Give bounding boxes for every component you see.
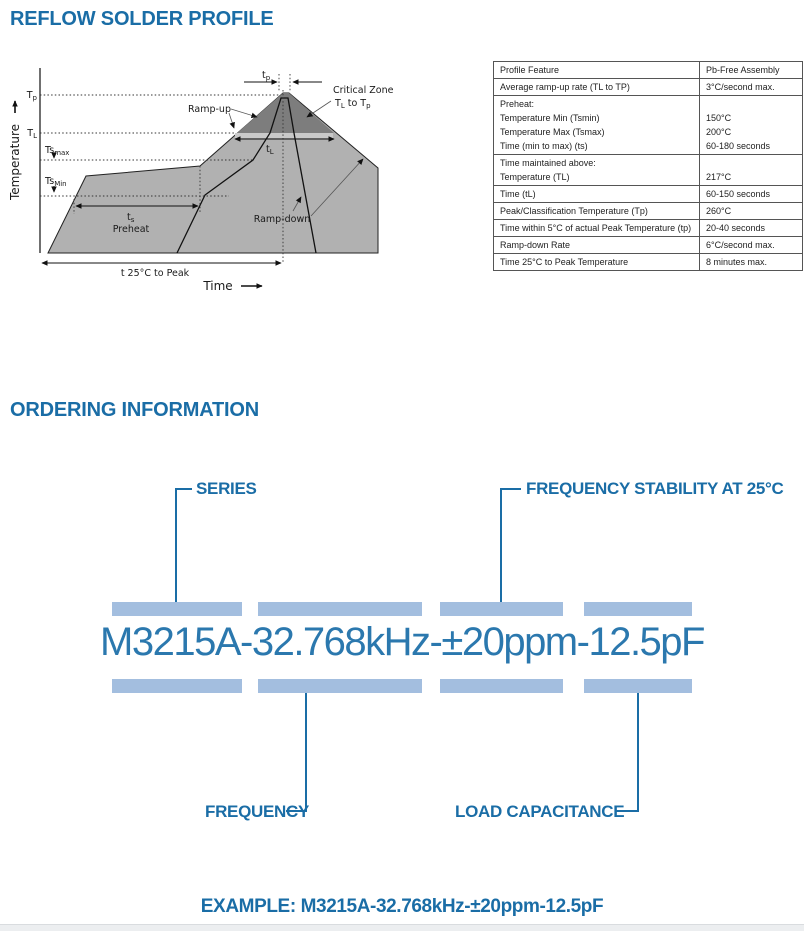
table-row: Time (tL) 60-150 seconds <box>494 186 803 203</box>
stability-bar-top <box>440 602 563 616</box>
temperature-axis-label: Temperature <box>8 123 22 201</box>
tp-axis-label: $T_p$ <box>26 90 37 102</box>
preheat-label: Preheat <box>112 224 150 235</box>
t25-label: t 25°C to Peak <box>120 268 190 279</box>
ordering-section-title: ORDERING INFORMATION <box>10 399 259 421</box>
critical-zone-area <box>237 93 334 133</box>
frequency-label: FREQUENCY <box>205 802 310 821</box>
reflow-spec-table <box>493 61 803 271</box>
load-capacitance-connector <box>617 687 638 811</box>
table-header-feature: Profile Feature <box>494 62 700 79</box>
table-row: Average ramp-up rate (TL to TP) 3°C/second max. <box>494 79 803 96</box>
reflow-section-title: REFLOW SOLDER PROFILE <box>10 8 274 30</box>
critical-zone-label-line2: $T_L$ to $T_p$ <box>335 98 371 110</box>
ts-time-label: $t_s$ <box>127 212 135 224</box>
load-capacitance-bar-bottom <box>584 679 692 693</box>
stability-bar-bottom <box>440 679 563 693</box>
table-row: Peak/Classification Temperature (Tp) 260°C <box>494 203 803 220</box>
frequency-stability-connector <box>501 489 521 609</box>
ramp-up-leader-1 <box>231 109 257 117</box>
series-connector <box>176 489 192 609</box>
frequency-stability-label: FREQUENCY STABILITY AT 25°C <box>526 479 784 498</box>
reflow-profile-diagram <box>0 60 420 310</box>
load-capacitance-label: LOAD CAPACITANCE <box>455 802 625 821</box>
frequency-bar-bottom <box>258 679 422 693</box>
table-row: Ramp-down Rate 6°C/second max. <box>494 237 803 254</box>
series-label: SERIES <box>196 479 257 498</box>
table-row-group: Preheat: Temperature Min (Tsmin) Temperature Max (Tsmax) Time (min to max) (ts) 150°C 200°C 60-180 seconds <box>494 96 803 155</box>
example-part-number: EXAMPLE: M3215A-32.768kHz-±20ppm-12.5pF <box>200 896 604 917</box>
series-bar-top <box>112 602 242 616</box>
table-row-group: Time maintained above: Temperature (TL) 217°C <box>494 155 803 186</box>
profile-area <box>48 93 378 253</box>
frequency-connector <box>286 687 306 811</box>
tsmin-axis-label: $Ts_{Min}$ <box>45 176 67 188</box>
critical-zone-leader <box>307 101 331 117</box>
tl-axis-label: $T_L$ <box>27 128 37 140</box>
page-footer-strip <box>0 924 804 931</box>
time-axis-label: Time <box>203 279 233 293</box>
table-row: Time within 5°C of actual Peak Temperature (tp) 20-40 seconds <box>494 220 803 237</box>
tsmax-axis-label: $Ts_{max}$ <box>45 145 70 157</box>
table-row: Time 25°C to Peak Temperature 8 minutes max. <box>494 254 803 271</box>
critical-zone-label-line1: Critical Zone <box>333 85 394 96</box>
table-header-value: Pb-Free Assembly <box>700 62 803 79</box>
tp-time-label: $t_p$ <box>262 70 271 82</box>
series-bar-bottom <box>112 679 242 693</box>
table-header-row <box>494 62 803 79</box>
load-capacitance-bar-top <box>584 602 692 616</box>
tl-time-label: $t_L$ <box>266 144 274 156</box>
ramp-up-leader-2 <box>229 113 234 128</box>
ramp-down-label: Ramp-down <box>253 214 311 225</box>
frequency-bar-top <box>258 602 422 616</box>
part-number: M3215A-32.768kHz-±20ppm-12.5pF <box>100 620 704 664</box>
ramp-up-label: Ramp-up <box>188 104 231 115</box>
